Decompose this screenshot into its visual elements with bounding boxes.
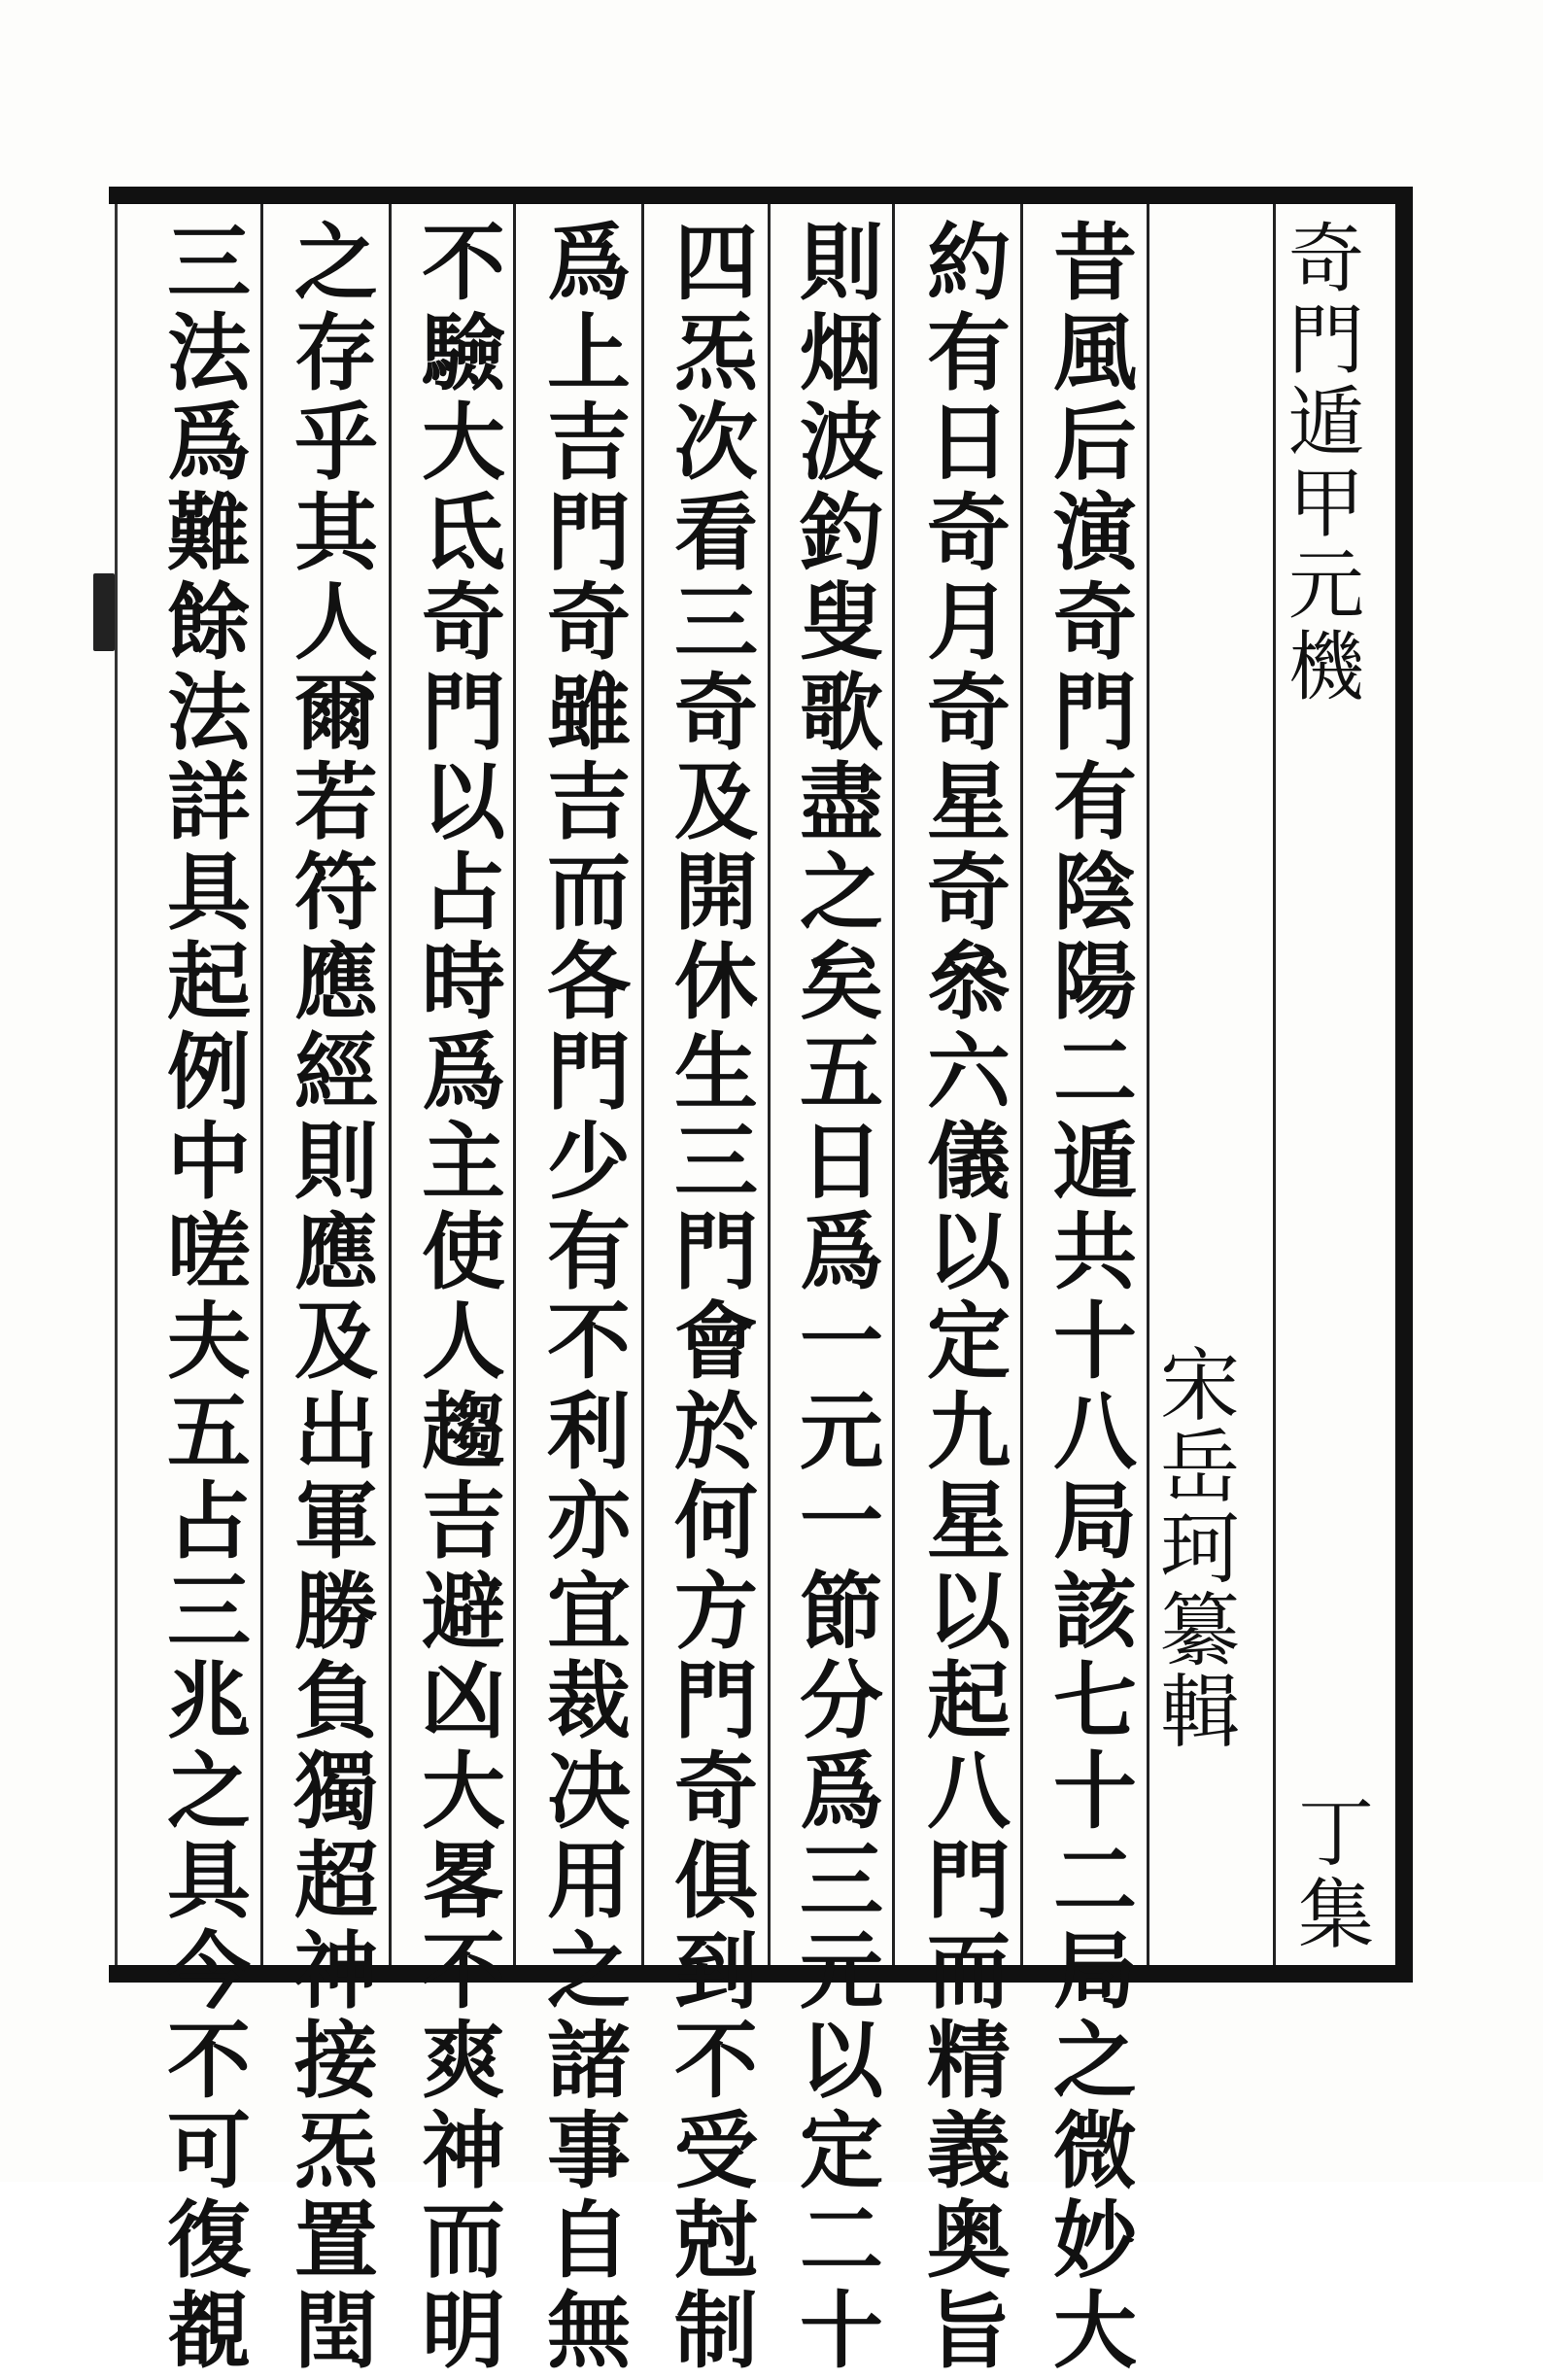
text-column: 爲上吉門奇雖吉而各門少有不利亦宜裁决用之諸事自無 bbox=[547, 214, 631, 2380]
text-column: 則烟波釣叟歌盡之矣五日爲一元一節分爲三元以定二十 bbox=[800, 214, 883, 2380]
text-column: 之存乎其人爾若符應經則應及出軍勝負獨超神接炁置閏 bbox=[294, 214, 378, 2380]
text-column: 不驗大氐奇門以占時爲主使人趨吉避凶大畧不爽神而明 bbox=[422, 214, 505, 2380]
frame-right-border bbox=[1395, 187, 1413, 1983]
column-rule bbox=[1273, 204, 1276, 1965]
text-column: 三法爲難餘法詳具起例中嗟夫五占三兆之具今不可復覩 bbox=[167, 214, 251, 2380]
text-column: 約有日奇月奇星奇叅六儀以定九星以起八門而精義奥旨 bbox=[927, 214, 1011, 2380]
volume-label: 丁集 bbox=[1297, 1790, 1374, 1959]
spine-binding-mark bbox=[93, 573, 115, 651]
column-rule bbox=[1147, 204, 1149, 1965]
author-credit: 宋岳珂纂輯 bbox=[1159, 1340, 1240, 1759]
column-rule bbox=[260, 204, 263, 1965]
book-title: 奇門遁甲元機 bbox=[1287, 216, 1364, 711]
text-column: 四炁次看三奇及開休生三門會於何方門奇俱到不受尅制 bbox=[674, 214, 758, 2380]
column-rule bbox=[768, 204, 771, 1965]
column-rule bbox=[389, 204, 392, 1965]
frame-left-border bbox=[115, 204, 118, 1965]
frame-top-border bbox=[109, 187, 1401, 204]
column-rule bbox=[892, 204, 895, 1965]
column-rule bbox=[641, 204, 644, 1965]
text-column: 昔風后演奇門有陰陽二遁共十八局該七十二局之微妙大 bbox=[1053, 214, 1137, 2380]
column-rule bbox=[1020, 204, 1023, 1965]
